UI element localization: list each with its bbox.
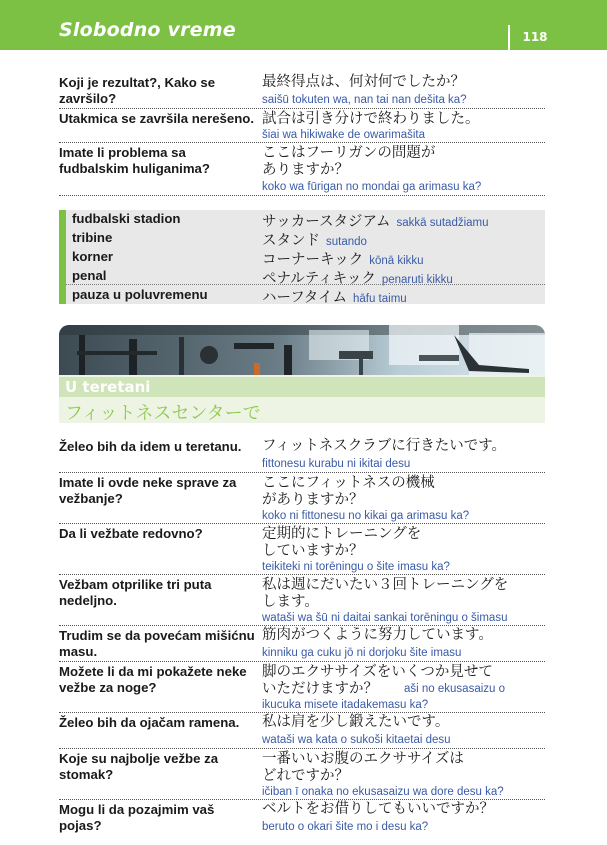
vocab-divider bbox=[66, 284, 545, 285]
phrase-romaji: teikiteki ni torēningu o šite imasu ka? bbox=[262, 561, 450, 573]
phrase-japanese: 筋肉がつくように努力しています。 bbox=[262, 627, 493, 643]
page-number: 118 bbox=[508, 25, 560, 50]
phrase-romaji: wataši wa kata o sukoši kitaetai desu bbox=[262, 734, 451, 746]
phrase-romaji: koko wa fūrigan no mondai ga arimasu ka? bbox=[262, 181, 482, 193]
vocab-row bbox=[59, 267, 545, 285]
phrase-japanese: 脚のエクササイズをいくつか見せて いただけますか？ bbox=[262, 664, 493, 697]
phrase-japanese: 最終得点は、何対何でしたか？ bbox=[262, 74, 465, 90]
phrase-japanese: 一番いいお腹のエクササイズは どれですか？ bbox=[262, 751, 464, 784]
phrase-japanese: 私は週にだいたい３回トレーニングを します。 bbox=[262, 577, 509, 610]
phrase-serbian: Imate li ovde neke sprave za vežbanje? bbox=[59, 475, 237, 506]
phrase-romaji: koko ni fittonesu no kikai ga arimasu ka? bbox=[262, 510, 470, 522]
vocab-row bbox=[59, 210, 545, 228]
vocab-romaji: sutando bbox=[326, 236, 367, 248]
phrase-list-gym bbox=[59, 437, 545, 838]
vocab-japanese: スタンド sutando bbox=[262, 233, 367, 249]
phrase-serbian: Koji je rezultat?, Kako se završilo? bbox=[59, 75, 216, 106]
phrase-romaji: ikucuka misete itadakemasu ka? bbox=[262, 699, 429, 711]
phrase-list-top bbox=[59, 73, 545, 196]
phrase-romaji: beruto o okari šite mo i desu ka? bbox=[262, 821, 429, 833]
phrase-romaji: šiai wa hikiwake de owarimašita bbox=[262, 129, 425, 141]
phrase-serbian: Želeo bih da idem u teretanu. bbox=[59, 439, 242, 454]
phrase-japanese: ここにフィットネスの機械 がありますか？ bbox=[262, 475, 435, 508]
phrase-japanese: 試合は引き分けで終わりました。 bbox=[262, 111, 480, 127]
section-title-serbian: U teretani bbox=[59, 377, 545, 397]
phrase-row bbox=[59, 473, 545, 524]
vocab-serbian: korner bbox=[72, 249, 114, 264]
phrase-romaji: kinniku ga cuku jō ni dorjoku šite imasu bbox=[262, 647, 462, 659]
vocab-serbian: tribine bbox=[72, 230, 113, 245]
vocab-row bbox=[59, 248, 545, 266]
phrase-row bbox=[59, 626, 545, 662]
page-header bbox=[0, 0, 607, 50]
phrase-romaji: fittonesu kurabu ni ikitai desu bbox=[262, 458, 411, 470]
phrase-row bbox=[59, 800, 545, 838]
phrase-row bbox=[59, 575, 545, 626]
phrase-serbian: Koje su najbolje vežbe za stomak? bbox=[59, 751, 219, 782]
vocab-serbian: pauza u poluvremenu bbox=[72, 287, 208, 302]
phrase-serbian: Da li vežbate redovno? bbox=[59, 526, 203, 541]
phrase-serbian: Trudim se da povećam mišićnu masu. bbox=[59, 628, 255, 659]
vocab-serbian: fudbalski stadion bbox=[72, 211, 181, 226]
phrase-row bbox=[59, 109, 545, 143]
phrase-serbian: Možete li da mi pokažete neke vežbe za noge? bbox=[59, 664, 247, 695]
phrase-row bbox=[59, 713, 545, 749]
phrase-row bbox=[59, 437, 545, 473]
vocab-romaji: penaruti kikku bbox=[381, 274, 453, 286]
phrase-romaji: saišū tokuten wa, nan tai nan dešita ka? bbox=[262, 94, 467, 106]
vocab-romaji: sakkā sutadžiamu bbox=[396, 217, 489, 229]
phrase-row bbox=[59, 662, 545, 713]
vocab-serbian: penal bbox=[72, 268, 107, 283]
phrase-japanese: ベルトをお借りしてもいいですか？ bbox=[262, 801, 494, 817]
phrase-romaji: wataši wa šū ni daitai sankai torēningu o šimasu bbox=[262, 612, 508, 624]
phrase-row bbox=[59, 749, 545, 800]
phrase-romaji: ičiban ī onaka no ekusasaizu wa dore desu ka? bbox=[262, 786, 504, 798]
vocabulary-box bbox=[59, 210, 545, 304]
phrase-japanese: 私は肩を少し鍛えたいです。 bbox=[262, 714, 450, 730]
phrase-row bbox=[59, 143, 545, 196]
vocab-japanese: ハーフタイム hāfu taimu bbox=[262, 290, 407, 306]
phrase-serbian: Želeo bih da ojačam ramena. bbox=[59, 715, 240, 730]
section-title-japanese: フィットネスセンターで bbox=[65, 403, 261, 424]
phrase-row bbox=[59, 524, 545, 575]
phrase-row bbox=[59, 73, 545, 109]
phrase-serbian: Vežbam otprilike tri puta nedeljno. bbox=[59, 577, 212, 608]
vocab-japanese: サッカースタジアム sakkā sutadžiamu bbox=[262, 214, 489, 230]
gym-photo bbox=[59, 325, 545, 375]
chapter-title: Slobodno vreme bbox=[59, 19, 236, 41]
vocab-japanese: ペナルティキック penaruti kikku bbox=[262, 271, 453, 287]
phrase-serbian: Imate li problema sa fudbalskim huliganima? bbox=[59, 145, 210, 176]
phrase-japanese: ここはフーリガンの問題が ありますか？ bbox=[262, 145, 436, 178]
vocab-romaji: hāfu taimu bbox=[352, 293, 407, 305]
phrase-japanese: フィットネスクラブに行きたいです。 bbox=[262, 438, 507, 454]
vocab-row bbox=[59, 286, 545, 304]
phrase-serbian: Mogu li da pozajmim vaš pojas? bbox=[59, 802, 215, 833]
phrase-japanese: 定期的にトレーニングを していますか？ bbox=[262, 526, 422, 559]
phrase-romaji-inline: aši no ekusasaizu o bbox=[404, 683, 506, 695]
vocab-row bbox=[59, 229, 545, 247]
vocab-romaji: kōnā kikku bbox=[369, 255, 424, 267]
phrase-serbian: Utakmica se završila nerešeno. bbox=[59, 111, 254, 126]
vocab-japanese: コーナーキック kōnā kikku bbox=[262, 252, 424, 268]
